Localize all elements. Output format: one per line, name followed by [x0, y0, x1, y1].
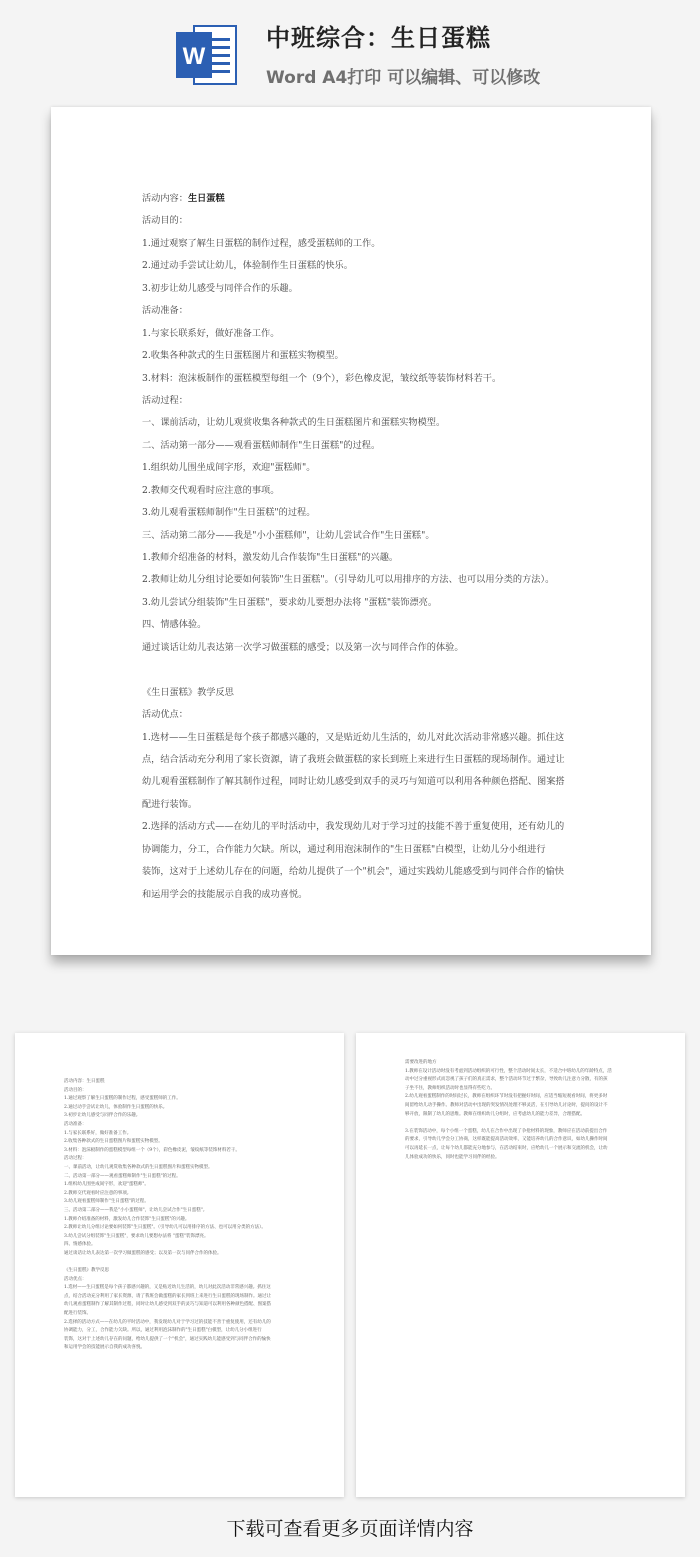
thumbnail-line: 2.收集各种款式的生日蛋糕图片和蛋糕实物模型。 [64, 1139, 163, 1145]
thumbnail-line: 3.材料：泡沫板制作的蛋糕模型每组一个（9个），彩色橡皮泥，皱纹纸等装饰材料若干。 [64, 1147, 240, 1153]
thumbnail-line: 1.教师在设计活动时没有考虑到活动组织的可行性，整个活动时间太长，不适合中班幼儿的年龄特点，活 [405, 1068, 612, 1074]
thumbnail-line: 可以再延长一点，让每个幼儿都能充分地参与，在活动结束时，应给幼儿一个展示和交流的机会，让幼 [405, 1145, 608, 1151]
paragraph-line: 和运用学会的技能展示自我的成功喜悦。 [142, 888, 308, 900]
thumbnail-line: 3.幼儿尝试分组装饰"生日蛋糕"，要求幼儿要想办法将 "蛋糕"装饰漂亮。 [64, 1233, 209, 1239]
document-page-preview [51, 107, 651, 955]
document-body [142, 188, 582, 906]
thumbnail-line: 3.初步让幼儿感受与同伴合作的乐趣。 [64, 1113, 141, 1119]
thumbnail-line: 活动准备： [64, 1121, 87, 1127]
content-line: 活动内容：生日蛋糕 [142, 193, 225, 204]
thumbnail-line: 间留给幼儿动手操作。教师对活动中出现的突发情况处理不够灵活，在引导幼儿讨论时，提问的设计不 [405, 1102, 608, 1108]
page-title: 中班综合：生日蛋糕 [266, 24, 491, 52]
thumbnail-line: 2.教师交代观看时应注意的事项。 [64, 1190, 132, 1196]
document-line: 2.通过动手尝试让幼儿，体验制作生日蛋糕的快乐。 [142, 260, 353, 272]
thumbnail-line: 活动优点： [64, 1276, 87, 1282]
thumbnail-line: 1.与家长联系好，做好准备工作。 [64, 1130, 132, 1136]
reflection-para-2 [142, 816, 582, 906]
paragraph-line: 点，结合活动充分利用了家长资源，请了我班会做蛋糕的家长到班上来进行生日蛋糕的现场制作。通过让 [142, 753, 565, 765]
document-line: 一、课前活动，让幼儿观赏收集各种款式的生日蛋糕图片和蛋糕实物模型。 [142, 417, 446, 429]
word-document-icon [174, 22, 240, 88]
document-line: 1.组织幼儿围坐成间字形，欢迎"蛋糕师"。 [142, 462, 316, 474]
download-more-text[interactable]: 下载可查看更多页面详情内容 [226, 1518, 474, 1540]
paragraph-line: 1.选材——生日蛋糕是每个孩子都感兴趣的，又是贴近幼儿生活的，幼儿对此次活动非常感兴趣。抓住这 [142, 731, 565, 743]
thumbnail-line [405, 1119, 637, 1128]
document-line: 2.收集各种款式的生日蛋糕图片和蛋糕实物模型。 [142, 350, 344, 362]
document-title: 生日蛋糕 [187, 193, 225, 204]
thumbnail-line: 活动目的： [64, 1087, 87, 1093]
document-line: 三、活动第二部分——我是"小小蛋糕师"，让幼儿尝试合作"生日蛋糕"。 [142, 529, 435, 541]
thumbnail-page-1[interactable] [15, 1033, 344, 1497]
thumbnail-line: 2.幼儿观看蛋糕制作的时间过长，教师在组织环节时没有把握好时间，应适当缩短观看时间，将更多时 [405, 1094, 608, 1100]
thumbnail-line: 儿体验成功的快乐，同时也能学习同伴的经验。 [405, 1154, 500, 1160]
document-line: 3.幼儿观看蛋糕师制作"生日蛋糕"的过程。 [142, 507, 316, 519]
document-line: 活动准备： [142, 305, 188, 317]
document-line: 1.教师介绍准备的材料，激发幼儿合作装饰"生日蛋糕"的兴趣。 [142, 552, 399, 563]
thumbnail-line: 活动过程： [64, 1156, 87, 1162]
thumbnail-line: 通过谈话让幼儿表达第一次学习做蛋糕的感受；以及第一次与同伴合作的体验。 [64, 1250, 222, 1256]
thumbnail-line: 1.教师介绍准备的材料，激发幼儿合作装饰"生日蛋糕"的兴趣。 [64, 1216, 190, 1222]
thumbnail-line: 需要改进的地方 [405, 1060, 437, 1065]
thumbnail-page-2[interactable] [356, 1033, 685, 1497]
thumbnail-line: 一、课前活动，让幼儿观赏收集各种款式的生日蛋糕图片和蛋糕实物模型。 [64, 1164, 213, 1170]
thumbnail-page-1-text [64, 1078, 296, 1353]
thumbnail-line: 四、情感体验。 [64, 1242, 96, 1248]
paragraph-line: 2.选择的活动方式——在幼儿的平时活动中，我发现幼儿对于学习过的技能不善于重复使用，还有幼儿的 [142, 821, 565, 833]
paragraph-line: 配进行装饰。 [142, 798, 198, 810]
thumbnail-line: 1.组织幼儿围坐成间字形，欢迎"蛋糕师"。 [64, 1182, 149, 1188]
thumbnail-line: 活动内容：生日蛋糕 [64, 1079, 105, 1084]
thumbnail-line: 2.通过动手尝试让幼儿，体验制作生日蛋糕的快乐。 [64, 1104, 168, 1110]
thumbnail-line [64, 1258, 296, 1267]
thumbnail-line: 3.在装饰活动中，每个小组一个蛋糕，幼儿在合作中出现了争抢材料的现象，教师应在活动前提出合作 [405, 1128, 608, 1134]
thumbnail-page-2-text [405, 1059, 637, 1162]
document-line: 2.教师交代观看时应注意的事项。 [142, 484, 280, 496]
thumbnail-line: 1.通过观察了解生日蛋糕的制作过程，感受蛋糕师的工作。 [64, 1096, 181, 1102]
header [0, 0, 700, 100]
paragraph-line: 装饰，这对于上述幼儿存在的问题，给幼儿提供了一个"机会"，通过实践幼儿能感受到与同伴合作的愉快 [142, 866, 564, 878]
thumbnail-line: 1.选材——生日蛋糕是每个孩子都感兴趣的，又是贴近幼儿生活的，幼儿对此次活动非常感兴趣。抓住这 [64, 1285, 271, 1291]
document-line: 3.幼儿尝试分组装饰"生日蛋糕"，要求幼儿要想办法将 "蛋糕"装饰漂亮。 [142, 596, 438, 608]
document-line: 活动过程： [142, 394, 188, 406]
thumbnail-line: 的要求，引导幼儿学会分工协商，这样既能提高活动效率，又能培养幼儿的合作意识，如幼儿操作时间 [405, 1137, 608, 1143]
paragraph-line: 协调能力，分工，合作能力欠缺。所以，通过利用泡沫制作的"生日蛋糕"白模型，让幼儿分小组进行 [142, 843, 546, 855]
paragraph-line: 幼儿观看蛋糕制作了解其制作过程，同时让幼儿感受到双手的灵巧与知道可以利用各种颜色搭配、图案搭 [142, 776, 565, 788]
document-line: 3.初步让幼儿感受与同伴合作的乐趣。 [142, 282, 298, 294]
thumbnail-line: 装饰，这对于上述幼儿存在的问题，给幼儿提供了一个"机会"，通过实践幼儿能感受到与同伴合作的愉快 [64, 1336, 271, 1342]
document-line: 通过谈话让幼儿表达第一次学习做蛋糕的感受；以及第一次与同伴合作的体验。 [142, 641, 464, 653]
word-icon-letter: W [182, 43, 206, 70]
thumbnail-line: 和运用学会的技能展示自我的成功喜悦。 [64, 1345, 145, 1351]
thumbnail-line: 点，结合活动充分利用了家长资源，请了我班会做蛋糕的家长到班上来进行生日蛋糕的现场制作。通过让 [64, 1293, 271, 1299]
document-lines [142, 210, 582, 659]
thumbnail-line: 子坐不住，教师组织活动时也显得有些吃力。 [405, 1085, 495, 1091]
thumbnail-line: 配进行装饰。 [64, 1311, 91, 1317]
page-subtitle: Word A4打印 可以编辑、可以修改 [266, 68, 541, 88]
reflection-para-1 [142, 727, 582, 817]
document-line: 1.与家长联系好，做好准备工作。 [142, 327, 280, 339]
document-line: 1.通过观察了解生日蛋糕的制作过程，感受蛋糕师的工作。 [142, 237, 381, 249]
thumbnail-line: 够开放，限制了幼儿的思维。教师在组织幼儿分组时，应考虑幼儿的能力差异，合理搭配。 [405, 1111, 585, 1117]
document-line: 3.材料：泡沫板制作的蛋糕模型每组一个（9个），彩色橡皮泥，皱纹纸等装饰材料若干。 [142, 372, 502, 384]
thumbnail-line: 动中过分重视形式而忽视了孩子们的真正需求，整个活动环节过于繁杂，导致幼儿注意力分散，有的孩 [405, 1077, 608, 1083]
thumbnail-line: 2.教师让幼儿分组讨论要如何装饰"生日蛋糕"。（引导幼儿可以用排序的方法、也可以用分类的方法）。 [64, 1225, 266, 1231]
document-line: 四、情感体验。 [142, 619, 207, 631]
advantages-label: 活动优点： [142, 709, 188, 721]
thumbnail-line: 《生日蛋糕》教学反思 [64, 1268, 109, 1274]
thumbnail-line: 二、活动第一部分——观看蛋糕师制作"生日蛋糕"的过程。 [64, 1173, 181, 1179]
thumbnail-line: 协调能力，分工，合作能力欠缺。所以，通过利用泡沫制作的"生日蛋糕"白模型，让幼儿分小组进行 [64, 1328, 262, 1334]
document-line: 活动目的： [142, 215, 188, 227]
thumbnail-line: 2.选择的活动方式——在幼儿的平时活动中，我发现幼儿对于学习过的技能不善于重复使用，还有幼儿的 [64, 1319, 271, 1325]
thumbnail-line: 幼儿观看蛋糕制作了解其制作过程，同时让幼儿感受到双手的灵巧与知道可以利用各种颜色搭配、图案搭 [64, 1302, 271, 1308]
document-line: 二、活动第一部分——观看蛋糕师制作"生日蛋糕"的过程。 [142, 439, 381, 451]
thumbnail-line: 3.幼儿观看蛋糕师制作"生日蛋糕"的过程。 [64, 1199, 149, 1205]
thumbnail-line: 三、活动第二部分——我是"小小蛋糕师"，让幼儿尝试合作"生日蛋糕"。 [64, 1207, 208, 1213]
document-line: 2.教师让幼儿分组讨论要如何装饰"生日蛋糕"。（引导幼儿可以用排序的方法、也可以用分类的方法）。 [142, 574, 555, 586]
reflection-title: 《生日蛋糕》教学反思 [142, 686, 234, 698]
